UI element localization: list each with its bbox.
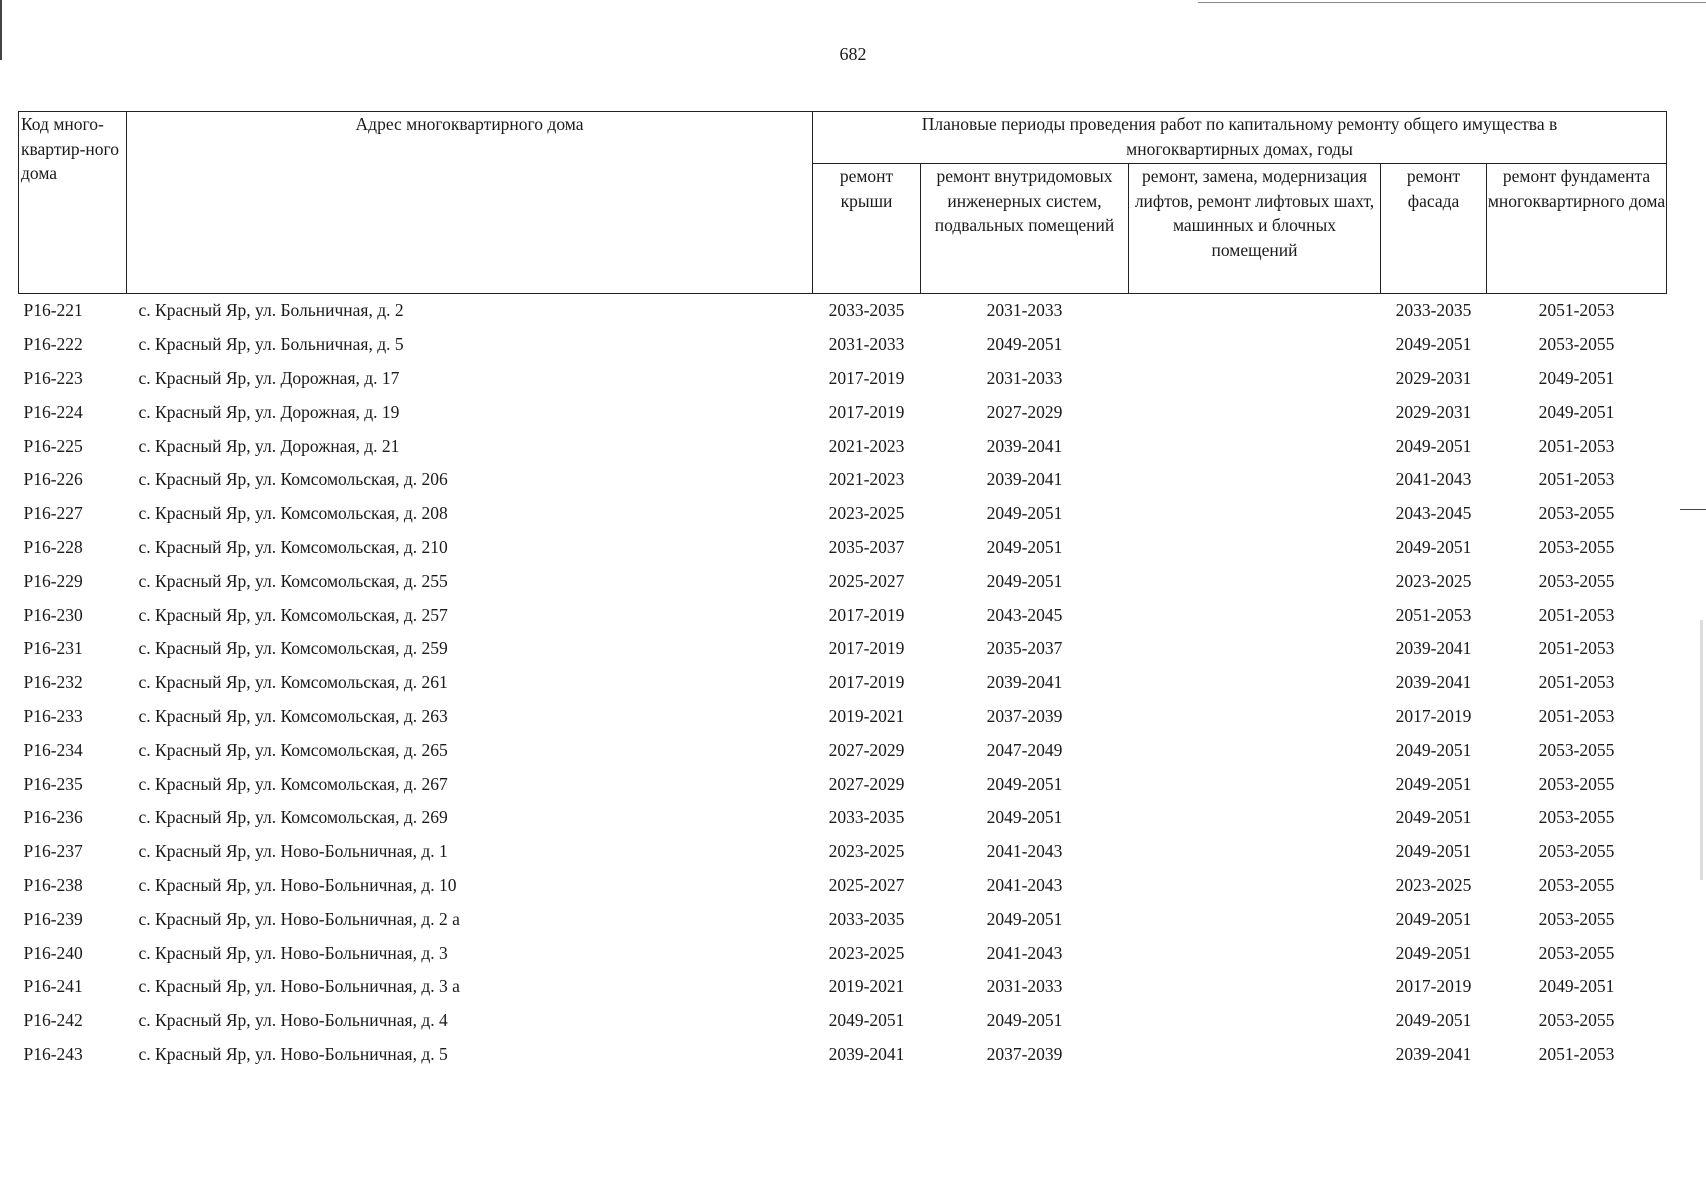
cell-address: с. Красный Яр, ул. Комсомольская, д. 265 bbox=[138, 739, 448, 760]
cell-foundation: 2051-2053 bbox=[1538, 705, 1615, 726]
cell-code: Р16-230 bbox=[23, 604, 83, 625]
cell-elevators bbox=[1129, 835, 1381, 869]
cell-elevators bbox=[1129, 970, 1381, 1004]
cell-facade: 2033-2035 bbox=[1395, 300, 1472, 321]
cell-elevators bbox=[1129, 598, 1381, 632]
cell-elevators bbox=[1129, 733, 1381, 767]
cell-code: Р16-232 bbox=[23, 672, 83, 693]
page-number: 682 bbox=[839, 44, 867, 64]
cell-code: Р16-241 bbox=[23, 976, 83, 997]
cell-roof: 2017-2019 bbox=[828, 638, 905, 659]
cell-systems: 2049-2051 bbox=[986, 1010, 1063, 1031]
cell-roof: 2021-2023 bbox=[828, 469, 905, 490]
table-row bbox=[19, 936, 1667, 970]
cell-elevators bbox=[1129, 531, 1381, 565]
cell-facade: 2049-2051 bbox=[1395, 536, 1472, 557]
cell-roof: 2027-2029 bbox=[828, 773, 905, 794]
cell-address: с. Красный Яр, ул. Ново-Больничная, д. 10 bbox=[138, 874, 457, 895]
cell-systems: 2037-2039 bbox=[986, 1043, 1063, 1064]
cell-foundation: 2053-2055 bbox=[1538, 570, 1615, 591]
cell-facade: 2043-2045 bbox=[1395, 503, 1472, 524]
cell-foundation: 2053-2055 bbox=[1538, 942, 1615, 963]
cell-address: с. Красный Яр, ул. Ново-Больничная, д. 4 bbox=[138, 1010, 448, 1031]
cell-systems: 2049-2051 bbox=[986, 773, 1063, 794]
cell-systems: 2031-2033 bbox=[986, 367, 1063, 388]
cell-systems: 2035-2037 bbox=[986, 638, 1063, 659]
cell-address: с. Красный Яр, ул. Ново-Больничная, д. 3 а bbox=[138, 976, 460, 997]
cell-systems: 2027-2029 bbox=[986, 401, 1063, 422]
cell-roof: 2023-2025 bbox=[828, 942, 905, 963]
cell-foundation: 2051-2053 bbox=[1538, 604, 1615, 625]
cell-systems: 2043-2045 bbox=[986, 604, 1063, 625]
table-row bbox=[19, 463, 1667, 497]
cell-elevators bbox=[1129, 700, 1381, 734]
table-row bbox=[19, 497, 1667, 531]
cell-facade: 2039-2041 bbox=[1395, 1043, 1472, 1064]
cell-foundation: 2053-2055 bbox=[1538, 807, 1615, 828]
table-row bbox=[19, 1038, 1667, 1072]
cell-roof: 2017-2019 bbox=[828, 604, 905, 625]
cell-systems: 2039-2041 bbox=[986, 672, 1063, 693]
cell-code: Р16-226 bbox=[23, 469, 83, 490]
cell-systems: 2049-2051 bbox=[986, 334, 1063, 355]
cell-elevators bbox=[1129, 801, 1381, 835]
cell-address: с. Красный Яр, ул. Комсомольская, д. 269 bbox=[138, 807, 448, 828]
cell-facade: 2029-2031 bbox=[1395, 367, 1472, 388]
cell-foundation: 2053-2055 bbox=[1538, 503, 1615, 524]
cell-roof: 2025-2027 bbox=[828, 874, 905, 895]
table-row bbox=[19, 869, 1667, 903]
header-periods: Плановые периоды проведения работ по капитальному ремонту общего имущества в многоквартирных домах, годы bbox=[813, 112, 1667, 164]
cell-code: Р16-243 bbox=[23, 1043, 83, 1064]
table-row bbox=[19, 902, 1667, 936]
cell-code: Р16-223 bbox=[23, 367, 83, 388]
cell-facade: 2049-2051 bbox=[1395, 942, 1472, 963]
cell-code: Р16-228 bbox=[23, 536, 83, 557]
scan-edge-shadow bbox=[1700, 620, 1703, 880]
cell-facade: 2023-2025 bbox=[1395, 570, 1472, 591]
cell-code: Р16-225 bbox=[23, 435, 83, 456]
table-row bbox=[19, 395, 1667, 429]
cell-facade: 2023-2025 bbox=[1395, 874, 1472, 895]
scan-side-tick bbox=[1680, 509, 1706, 510]
cell-code: Р16-234 bbox=[23, 739, 83, 760]
cell-address: с. Красный Яр, ул. Комсомольская, д. 261 bbox=[138, 672, 448, 693]
header-code: Код много-квартир-ного дома bbox=[19, 112, 127, 294]
cell-systems: 2041-2043 bbox=[986, 874, 1063, 895]
cell-roof: 2017-2019 bbox=[828, 367, 905, 388]
cell-foundation: 2051-2053 bbox=[1538, 300, 1615, 321]
cell-elevators bbox=[1129, 294, 1381, 328]
cell-address: с. Красный Яр, ул. Комсомольская, д. 206 bbox=[138, 469, 448, 490]
cell-foundation: 2053-2055 bbox=[1538, 536, 1615, 557]
header-foundation: ремонт фундамента многоквартирного дома bbox=[1487, 164, 1667, 294]
cell-code: Р16-238 bbox=[23, 874, 83, 895]
cell-code: Р16-227 bbox=[23, 503, 83, 524]
cell-facade: 2049-2051 bbox=[1395, 807, 1472, 828]
table-row bbox=[19, 733, 1667, 767]
cell-roof: 2023-2025 bbox=[828, 841, 905, 862]
cell-facade: 2049-2051 bbox=[1395, 435, 1472, 456]
cell-systems: 2049-2051 bbox=[986, 503, 1063, 524]
cell-facade: 2029-2031 bbox=[1395, 401, 1472, 422]
header-systems: ремонт внутридомовых инженерных систем, подвальных помещений bbox=[921, 164, 1129, 294]
cell-code: Р16-224 bbox=[23, 401, 83, 422]
cell-elevators bbox=[1129, 429, 1381, 463]
cell-code: Р16-242 bbox=[23, 1010, 83, 1031]
cell-facade: 2051-2053 bbox=[1395, 604, 1472, 625]
cell-elevators bbox=[1129, 666, 1381, 700]
cell-systems: 2031-2033 bbox=[986, 976, 1063, 997]
cell-facade: 2017-2019 bbox=[1395, 705, 1472, 726]
cell-roof: 2017-2019 bbox=[828, 672, 905, 693]
table-body bbox=[19, 294, 1667, 1072]
header-address: Адрес многоквартирного дома bbox=[127, 112, 813, 294]
cell-roof: 2017-2019 bbox=[828, 401, 905, 422]
cell-address: с. Красный Яр, ул. Ново-Больничная, д. 1 bbox=[138, 841, 448, 862]
cell-foundation: 2053-2055 bbox=[1538, 874, 1615, 895]
table-row bbox=[19, 564, 1667, 598]
cell-systems: 2041-2043 bbox=[986, 942, 1063, 963]
cell-foundation: 2051-2053 bbox=[1538, 672, 1615, 693]
cell-elevators bbox=[1129, 564, 1381, 598]
cell-foundation: 2051-2053 bbox=[1538, 1043, 1615, 1064]
cell-elevators bbox=[1129, 1038, 1381, 1072]
cell-roof: 2021-2023 bbox=[828, 435, 905, 456]
table-row bbox=[19, 970, 1667, 1004]
cell-code: Р16-235 bbox=[23, 773, 83, 794]
header-roof: ремонт крыши bbox=[813, 164, 921, 294]
cell-roof: 2033-2035 bbox=[828, 908, 905, 929]
cell-facade: 2039-2041 bbox=[1395, 638, 1472, 659]
cell-elevators bbox=[1129, 497, 1381, 531]
cell-address: с. Красный Яр, ул. Ново-Больничная, д. 3 bbox=[138, 942, 448, 963]
cell-facade: 2049-2051 bbox=[1395, 773, 1472, 794]
cell-foundation: 2053-2055 bbox=[1538, 334, 1615, 355]
cell-code: Р16-239 bbox=[23, 908, 83, 929]
cell-elevators bbox=[1129, 328, 1381, 362]
cell-address: с. Красный Яр, ул. Комсомольская, д. 257 bbox=[138, 604, 448, 625]
cell-elevators bbox=[1129, 1004, 1381, 1038]
cell-foundation: 2051-2053 bbox=[1538, 435, 1615, 456]
table-row bbox=[19, 598, 1667, 632]
cell-elevators bbox=[1129, 395, 1381, 429]
cell-code: Р16-237 bbox=[23, 841, 83, 862]
cell-facade: 2049-2051 bbox=[1395, 841, 1472, 862]
table-row bbox=[19, 835, 1667, 869]
table-row bbox=[19, 362, 1667, 396]
header-elevators: ремонт, замена, модернизация лифтов, ремонт лифтовых шахт, машинных и блочных помещений bbox=[1129, 164, 1381, 294]
table-row bbox=[19, 1004, 1667, 1038]
cell-elevators bbox=[1129, 902, 1381, 936]
cell-code: Р16-236 bbox=[23, 807, 83, 828]
cell-code: Р16-240 bbox=[23, 942, 83, 963]
table-row bbox=[19, 801, 1667, 835]
cell-elevators bbox=[1129, 632, 1381, 666]
cell-facade: 2017-2019 bbox=[1395, 976, 1472, 997]
scan-top-line bbox=[1198, 2, 1706, 3]
cell-foundation: 2053-2055 bbox=[1538, 739, 1615, 760]
cell-facade: 2049-2051 bbox=[1395, 334, 1472, 355]
cell-foundation: 2053-2055 bbox=[1538, 841, 1615, 862]
cell-address: с. Красный Яр, ул. Комсомольская, д. 255 bbox=[138, 570, 448, 591]
cell-elevators bbox=[1129, 869, 1381, 903]
cell-facade: 2049-2051 bbox=[1395, 908, 1472, 929]
cell-systems: 2049-2051 bbox=[986, 807, 1063, 828]
cell-roof: 2033-2035 bbox=[828, 300, 905, 321]
cell-systems: 2049-2051 bbox=[986, 570, 1063, 591]
cell-code: Р16-233 bbox=[23, 705, 83, 726]
cell-address: с. Красный Яр, ул. Дорожная, д. 19 bbox=[138, 401, 400, 422]
cell-systems: 2031-2033 bbox=[986, 300, 1063, 321]
cell-foundation: 2049-2051 bbox=[1538, 976, 1615, 997]
cell-facade: 2049-2051 bbox=[1395, 1010, 1472, 1031]
cell-facade: 2039-2041 bbox=[1395, 672, 1472, 693]
cell-code: Р16-231 bbox=[23, 638, 83, 659]
cell-address: с. Красный Яр, ул. Комсомольская, д. 267 bbox=[138, 773, 448, 794]
cell-code: Р16-222 bbox=[23, 334, 83, 355]
cell-roof: 2049-2051 bbox=[828, 1010, 905, 1031]
cell-foundation: 2049-2051 bbox=[1538, 401, 1615, 422]
cell-roof: 2035-2037 bbox=[828, 536, 905, 557]
cell-code: Р16-221 bbox=[23, 300, 83, 321]
cell-address: с. Красный Яр, ул. Комсомольская, д. 259 bbox=[138, 638, 448, 659]
cell-foundation: 2051-2053 bbox=[1538, 638, 1615, 659]
cell-address: с. Красный Яр, ул. Комсомольская, д. 210 bbox=[138, 536, 448, 557]
cell-address: с. Красный Яр, ул. Ново-Больничная, д. 5 bbox=[138, 1043, 448, 1064]
cell-foundation: 2053-2055 bbox=[1538, 1010, 1615, 1031]
cell-address: с. Красный Яр, ул. Дорожная, д. 21 bbox=[138, 435, 400, 456]
cell-address: с. Красный Яр, ул. Комсомольская, д. 208 bbox=[138, 503, 448, 524]
cell-roof: 2019-2021 bbox=[828, 705, 905, 726]
table-row bbox=[19, 767, 1667, 801]
table-row bbox=[19, 429, 1667, 463]
cell-code: Р16-229 bbox=[23, 570, 83, 591]
repair-schedule-table bbox=[18, 111, 1667, 1071]
table-row bbox=[19, 666, 1667, 700]
cell-foundation: 2053-2055 bbox=[1538, 908, 1615, 929]
cell-elevators bbox=[1129, 767, 1381, 801]
cell-elevators bbox=[1129, 463, 1381, 497]
cell-roof: 2019-2021 bbox=[828, 976, 905, 997]
cell-elevators bbox=[1129, 936, 1381, 970]
cell-roof: 2027-2029 bbox=[828, 739, 905, 760]
table-row bbox=[19, 328, 1667, 362]
cell-roof: 2031-2033 bbox=[828, 334, 905, 355]
cell-foundation: 2051-2053 bbox=[1538, 469, 1615, 490]
cell-systems: 2039-2041 bbox=[986, 469, 1063, 490]
cell-facade: 2049-2051 bbox=[1395, 739, 1472, 760]
cell-roof: 2025-2027 bbox=[828, 570, 905, 591]
cell-address: с. Красный Яр, ул. Больничная, д. 2 bbox=[138, 300, 404, 321]
cell-roof: 2023-2025 bbox=[828, 503, 905, 524]
cell-systems: 2047-2049 bbox=[986, 739, 1063, 760]
cell-systems: 2041-2043 bbox=[986, 841, 1063, 862]
cell-address: с. Красный Яр, ул. Дорожная, д. 17 bbox=[138, 367, 400, 388]
table-row bbox=[19, 700, 1667, 734]
cell-address: с. Красный Яр, ул. Ново-Больничная, д. 2 а bbox=[138, 908, 460, 929]
cell-elevators bbox=[1129, 362, 1381, 396]
cell-systems: 2049-2051 bbox=[986, 908, 1063, 929]
cell-foundation: 2049-2051 bbox=[1538, 367, 1615, 388]
cell-address: с. Красный Яр, ул. Больничная, д. 5 bbox=[138, 334, 404, 355]
cell-systems: 2049-2051 bbox=[986, 536, 1063, 557]
cell-facade: 2041-2043 bbox=[1395, 469, 1472, 490]
cell-address: с. Красный Яр, ул. Комсомольская, д. 263 bbox=[138, 705, 448, 726]
table-row bbox=[19, 294, 1667, 328]
cell-systems: 2037-2039 bbox=[986, 705, 1063, 726]
cell-foundation: 2053-2055 bbox=[1538, 773, 1615, 794]
table-row bbox=[19, 531, 1667, 565]
cell-roof: 2039-2041 bbox=[828, 1043, 905, 1064]
cell-systems: 2039-2041 bbox=[986, 435, 1063, 456]
cell-roof: 2033-2035 bbox=[828, 807, 905, 828]
header-facade: ремонт фасада bbox=[1381, 164, 1487, 294]
table-row bbox=[19, 632, 1667, 666]
